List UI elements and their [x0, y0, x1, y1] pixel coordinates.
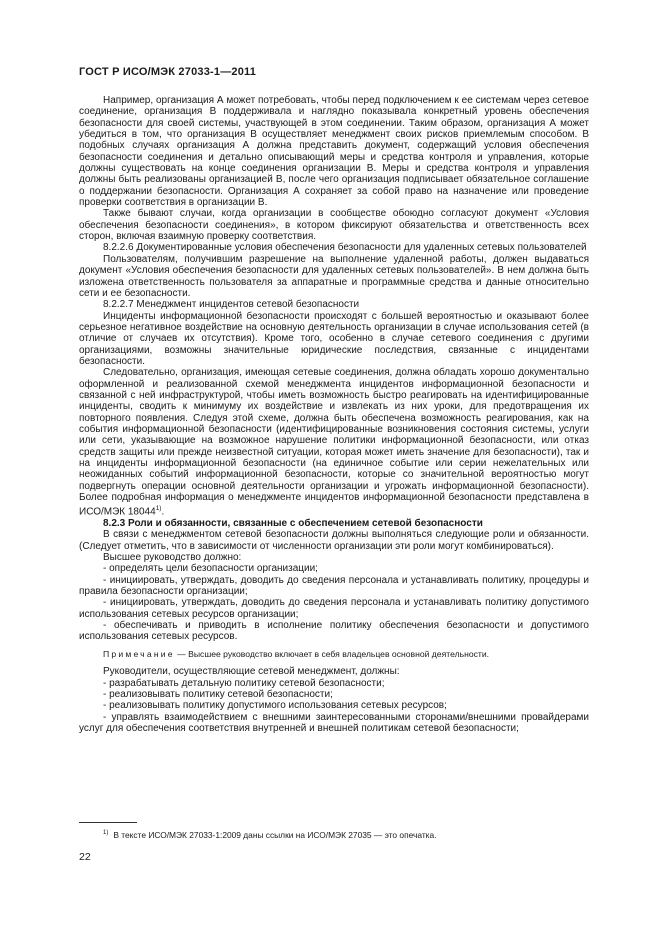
section-heading-8-2-3: 8.2.3 Роли и обязанности, связанные с обеспечением сетевой безопасности	[103, 518, 483, 530]
footnote-mark: 1)	[103, 830, 109, 836]
paragraph: Пользователям, получившим разрешение на выполнение удаленной работы, должен выдаваться документ «Условия обеспечения безопасности для удаленных сетевых пользователей». В нем должна быть изложена ответственность пользователя за аппаратные и программные средства и данные относительно сети и ее безопасности.	[79, 253, 589, 299]
paragraph: В связи с менеджментом сетевой безопасности должны выполняться следующие роли и обязанности. (Следует отметить, что в зависимости от численности организации эти роли могут комбинироваться).	[79, 529, 589, 552]
list-intro: Высшее руководство должно:	[103, 552, 242, 564]
paragraph: Инциденты информационной безопасности происходят с большей вероятностью и оказывают более серьезное негативное воздействие на основную деятельность организации в случае использования сетей (в отличие от случаев их отсутствия). Кроме того, особенно в случае сетевого соединения с другими организациями, возможны значительные юридические последствия, связанные с инцидентами безопасности.	[79, 310, 589, 367]
footnote-reference-end: .	[161, 506, 165, 518]
list-item: - реализовывать политику допустимого использования сетевых ресурсов;	[103, 700, 447, 712]
paragraph: Например, организация А может потребовать, чтобы перед подключением к ее системам через сетевое соединение, организация В поддерживала и наглядно показывала конкретный уровень обеспечения безопасности для своей системы, участвующей в этом соединении. Таким образом, организация А может убедиться в том, что организация В осуществляет менеджмент своих рисков приемлемым способом. В подобных случаях организация А должна представить документ, содержащий условия обеспечения безопасности соединения и детально описывающий меры и средства контроля и управления, которые должны существовать на конце соединения организации В. Меры и средства контроля и управления должны быть реализованы организацией В, после чего организация подписывает обязательное соглашение о поддержании безопасности. Организация А сохраняет за собой право на назначение или проведение проверки соответствия в организации В.	[79, 95, 589, 209]
footnote-text: В тексте ИСО/МЭК 27033-1:2009 даны ссылки на ИСО/МЭК 27035 — это опечатка.	[113, 829, 437, 840]
list-item: - реализовывать политику сетевой безопасности;	[103, 688, 333, 700]
page-number: 22	[79, 851, 91, 863]
document-header: ГОСТ Р ИСО/МЭК 27033-1—2011	[79, 66, 257, 78]
list-item: - инициировать, утверждать, доводить до сведения персонала и устанавливать политику, процедуры и правила безопасности организации;	[79, 574, 589, 598]
footnote-reference: 1)	[155, 505, 162, 513]
list-item: - инициировать, утверждать, доводить до сведения персонала и устанавливать политику допустимого использования сетевых ресурсов организации;	[79, 597, 589, 620]
paragraph: Также бывают случаи, когда организации в сообществе обоюдно согласуют документ «Условия обеспечения безопасности соединения», в котором фиксируют обязательства и ответственность всех сторон, включая взаимную проверку соответствия.	[79, 208, 589, 243]
footnote	[103, 828, 583, 841]
list-intro: Руководители, осуществляющие сетевой менеджмент, должны:	[103, 666, 400, 678]
footnote-divider	[79, 822, 137, 823]
section-heading-8-2-2-7: 8.2.2.7 Менеджмент инцидентов сетевой безопасности	[103, 299, 360, 311]
paragraph-text: Следовательно, организация, имеющая сетевые соединения, должна обладать хорошо документально оформленной и реализованной схемой менеджмента инцидентов информационной безопасности и связанной с ней инфраструктурой, чтобы иметь возможность быстро реагировать на идентифицированные инциденты, сводить к минимуму их воздействие и извлекать из них уроки, для предотвращения их повторного появления. Следуя этой схеме, должна быть обеспечена возможность реагирования, как на события информационной безопасности (идентифицированные возникновения состояния системы, услуги или сети, указывающие на возможное нарушение политики информационной безопасности, или отказ средств защиты или прежде неизвестной ситуации, которая может иметь значение для безопасности), так и на инциденты информационной безопасности (на единичное событие или серии нежелательных или неожиданных событий информационной безопасности, которые со значительной вероятностью могут подвергнуть операции основной деятельности организации и угрожать информационной безопасности). Более подробная информация о менеджменте инцидентов информационной безопасности представлена в ИСО/МЭК 18044	[79, 367, 589, 518]
list-item: - разрабатывать детальную политику сетевой безопасности;	[103, 677, 385, 689]
list-item: - обеспечивать и приводить в исполнение политику обеспечения безопасности и допустимого использования сетевых ресурсов.	[79, 620, 589, 643]
list-item: - определять цели безопасности организации;	[103, 563, 318, 575]
document-body	[79, 95, 589, 734]
paragraph-with-footnote	[79, 367, 589, 518]
section-heading-8-2-2-6: 8.2.2.6 Документированные условия обеспечения безопасности для удаленных сетевых пользователей	[103, 242, 587, 254]
list-item: - управлять взаимодействием с внешними заинтересованными сторонами/внешними провайдерами услуг для обеспечения соответствия внутренней и внешней политикам сетевой безопасности;	[79, 711, 589, 734]
note-label: Примечание	[103, 648, 175, 659]
note-text: — Высшее руководство включает в себя владельцев основной деятельности.	[174, 648, 490, 659]
note	[79, 649, 589, 660]
